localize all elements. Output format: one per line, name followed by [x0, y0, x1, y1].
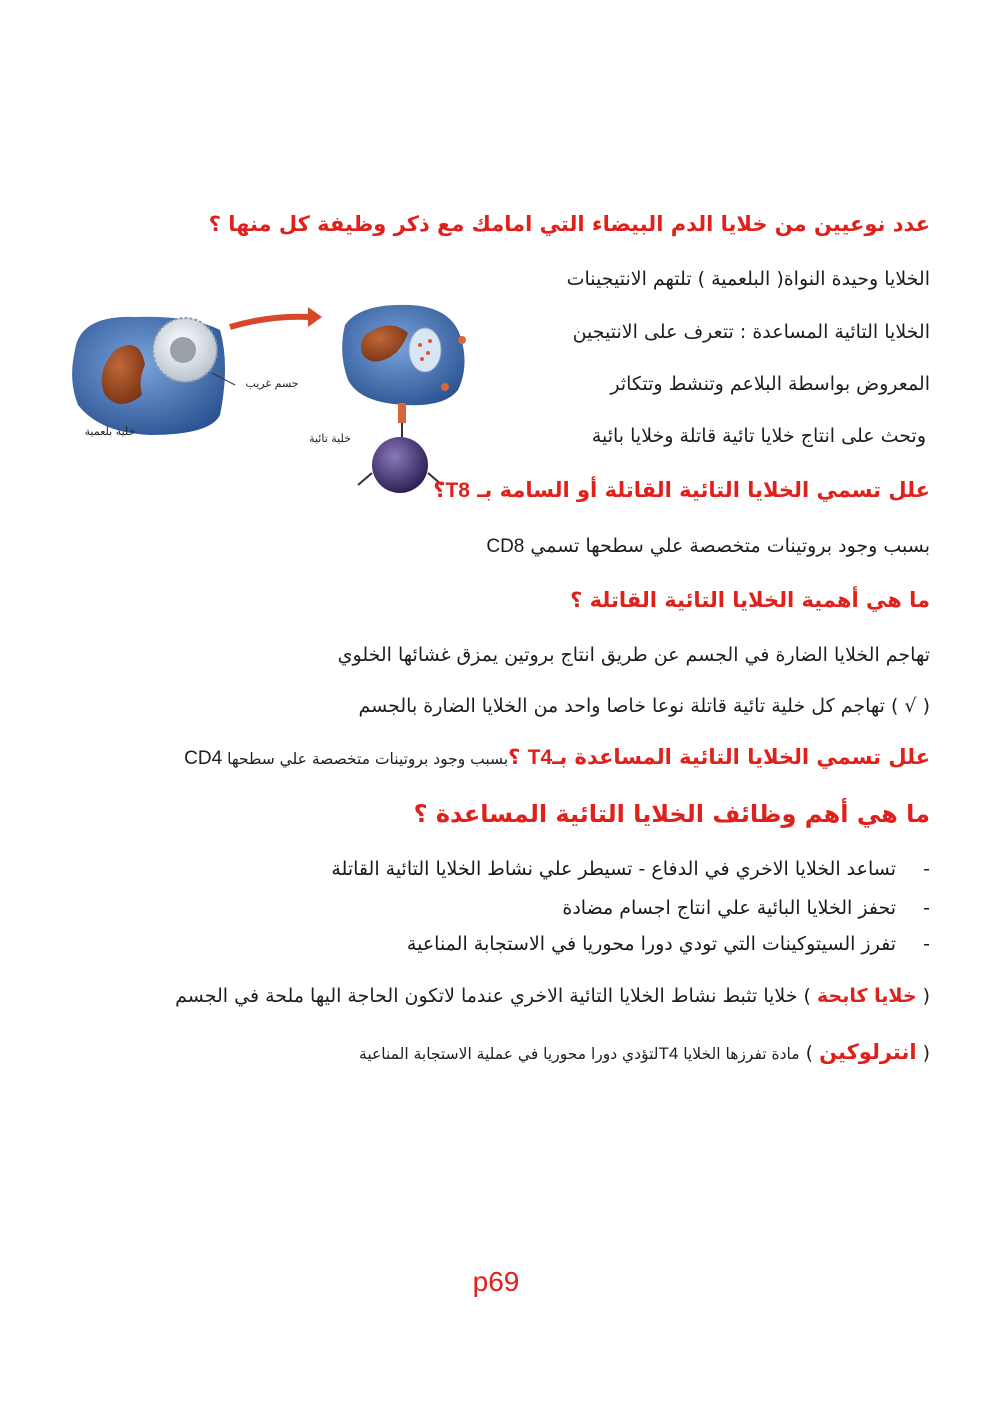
- page-number: p69: [472, 1266, 520, 1297]
- bullet-item: [407, 933, 930, 955]
- def2-code: T4: [658, 1044, 679, 1063]
- bullet-dash: -: [923, 933, 930, 955]
- b-cell: [358, 423, 442, 493]
- answer-2-text: بسبب وجود بروتينات متخصصة علي سطحها تسمي: [524, 535, 930, 557]
- answer-1-line-1: الخلايا وحيدة النواة( البلعمية ) تلتهم الانتيجينات: [566, 268, 930, 290]
- answer-1-line-3: المعروض بواسطة البلاعم وتنشط وتتكاثر: [610, 373, 930, 395]
- bullet-dash: -: [923, 858, 930, 880]
- def2-term: انترلوكين: [819, 1040, 917, 1064]
- def1-term: خلايا كابحة: [817, 985, 917, 1007]
- question-4-text: علل تسمي الخلايا التائية المساعدة بـ: [552, 745, 930, 769]
- bullet-text-2: تحفز الخلايا البائية علي انتاج اجسام مضادة: [562, 897, 896, 919]
- answer-3-line-2: ( √ ) تهاجم كل خلية تائية قاتلة نوعا خاصا واحد من الخلايا الضارة بالجسم: [358, 695, 930, 717]
- label-phagocyte: خلية بلعمية: [84, 425, 136, 438]
- answer-2-code: CD8: [486, 536, 525, 557]
- bullet-text-1: تساعد الخلايا الاخري في الدفاع - تسيطر علي نشاط الخلايا التائية القاتلة: [331, 858, 896, 880]
- def2-text-1: مادة تفرزها الخلايا: [678, 1045, 800, 1063]
- def2-text-2: لتؤدي دورا محوريا في عملية الاستجابة المناعية: [359, 1045, 659, 1063]
- question-5: ما هي أهم وظائف الخلايا التائية المساعدة ؟: [413, 800, 930, 828]
- answer-3-line-1: تهاجم الخلايا الضارة في الجسم عن طريق انتاج بروتين يمزق غشائها الخلوي: [337, 644, 930, 666]
- arrow-icon: [230, 307, 322, 327]
- answer-2: [486, 535, 930, 558]
- def1-close: ): [797, 985, 817, 1007]
- answer-1-line-2: الخلايا التائية المساعدة : تتعرف على الانتيجين: [572, 321, 930, 343]
- label-t-cell: خلية تائية: [309, 432, 351, 445]
- question-4: [184, 745, 930, 770]
- def2-open: (: [916, 1042, 930, 1064]
- definition-suppressor-cells: [175, 985, 930, 1007]
- answer-1-line-4: وتحث على انتاج خلايا تائية قاتلة وخلايا بائية: [591, 425, 926, 447]
- question-1: عدد نوعيين من خلايا الدم البيضاء التي امامك مع ذكر وظيفة كل منها ؟: [208, 212, 930, 236]
- definition-interleukin: [359, 1040, 930, 1064]
- question-2-mark: ؟: [433, 478, 446, 502]
- answer-4-text: بسبب وجود بروتينات متخصصة علي سطحها: [222, 750, 509, 768]
- question-2-text: علل تسمي الخلايا التائية القاتلة أو السامة بـ: [469, 478, 930, 502]
- bullet-dash: -: [923, 897, 930, 919]
- question-2-code: T8: [445, 479, 470, 502]
- bullet-item: [562, 897, 930, 919]
- phagocyte-cell: [72, 317, 225, 435]
- question-4-mark: ؟: [508, 745, 521, 769]
- def1-text: خلايا تثبط نشاط الخلايا التائية الاخري عندما لاتكون الحاجة اليها ملحة في الجسم: [175, 985, 798, 1007]
- answer-4-code: CD4: [184, 748, 223, 769]
- bullet-text-3: تفرز السيتوكينات التي تودي دورا محوريا في الاستجابة المناعية: [406, 933, 896, 955]
- def2-close: ): [799, 1042, 820, 1064]
- question-2: [433, 478, 930, 503]
- bullet-item: [331, 858, 930, 880]
- immune-cells-figure: [60, 295, 480, 500]
- question-4-code: T4: [527, 746, 553, 769]
- question-3: ما هي أهمية الخلايا التائية القاتلة ؟: [570, 588, 930, 612]
- label-foreign-body: جسم غريب: [245, 377, 299, 390]
- def1-open: (: [916, 985, 930, 1007]
- helper-t-cell: [342, 305, 466, 423]
